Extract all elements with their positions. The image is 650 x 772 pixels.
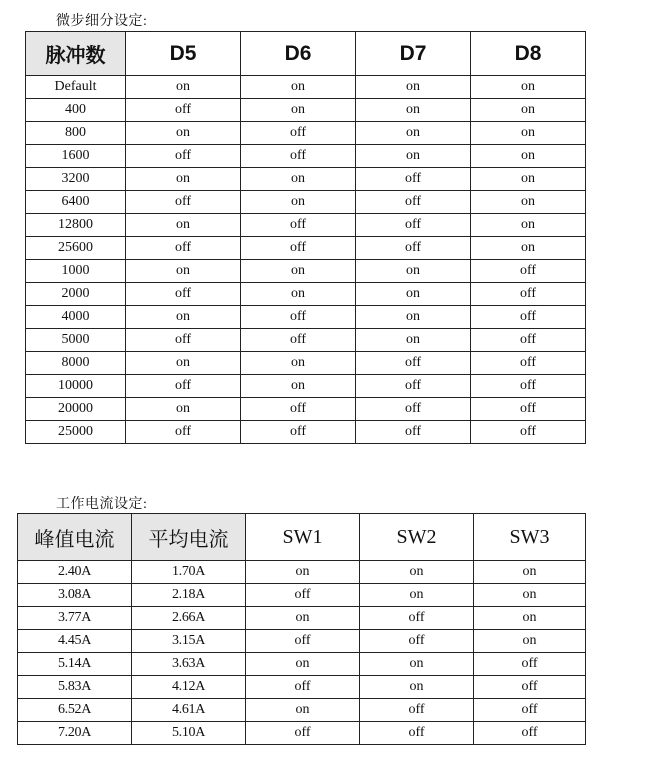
table-row	[26, 214, 586, 237]
table-cell: on	[360, 676, 474, 699]
header-sw3: SW3	[474, 514, 586, 561]
table-cell: off	[356, 237, 471, 260]
table-cell: on	[471, 168, 586, 191]
table-cell: off	[126, 99, 241, 122]
header-d6: D6	[241, 32, 356, 76]
table-cell: on	[471, 237, 586, 260]
table-cell: off	[471, 375, 586, 398]
table-row	[26, 375, 586, 398]
table-cell: 1.70A	[132, 561, 246, 584]
table-cell: on	[241, 352, 356, 375]
table-cell: off	[126, 237, 241, 260]
table-row	[26, 421, 586, 444]
current-table	[17, 513, 586, 745]
table-cell: off	[246, 676, 360, 699]
table-cell: off	[241, 237, 356, 260]
table-cell: on	[474, 584, 586, 607]
table-row	[26, 168, 586, 191]
table-row	[26, 352, 586, 375]
table-cell: off	[241, 398, 356, 421]
table-cell: 6400	[26, 191, 126, 214]
table-cell: on	[356, 76, 471, 99]
table-cell: on	[474, 630, 586, 653]
table-cell: off	[471, 352, 586, 375]
table-cell: off	[471, 306, 586, 329]
table-cell: on	[241, 191, 356, 214]
table-cell: on	[126, 306, 241, 329]
table-row	[26, 99, 586, 122]
header-sw1: SW1	[246, 514, 360, 561]
table-cell: off	[241, 122, 356, 145]
table-cell: 400	[26, 99, 126, 122]
table-cell: on	[471, 76, 586, 99]
table-cell: off	[126, 329, 241, 352]
table-cell: on	[356, 99, 471, 122]
table-row	[26, 260, 586, 283]
table-cell: off	[356, 375, 471, 398]
table-cell: 2.66A	[132, 607, 246, 630]
table-cell: on	[356, 145, 471, 168]
table-cell: 3200	[26, 168, 126, 191]
table-cell: on	[471, 191, 586, 214]
current-caption: 工作电流设定:	[56, 497, 148, 512]
table-cell: off	[471, 329, 586, 352]
table-cell: on	[360, 584, 474, 607]
table-row	[18, 722, 586, 745]
microstep-table	[25, 31, 586, 444]
table-cell: on	[246, 561, 360, 584]
table-cell: 800	[26, 122, 126, 145]
table-cell: 12800	[26, 214, 126, 237]
table-row	[18, 676, 586, 699]
table-cell: on	[360, 561, 474, 584]
table-row	[26, 76, 586, 99]
table-cell: off	[241, 306, 356, 329]
table-cell: off	[471, 260, 586, 283]
table-cell: on	[126, 76, 241, 99]
table-row	[26, 237, 586, 260]
table-cell: on	[356, 260, 471, 283]
table-cell: on	[246, 653, 360, 676]
table-cell: off	[360, 699, 474, 722]
header-d7: D7	[356, 32, 471, 76]
table-row	[18, 630, 586, 653]
table-cell: 2.40A	[18, 561, 132, 584]
table-cell: on	[241, 260, 356, 283]
header-pulse-count: 脉冲数	[26, 32, 126, 76]
table-row	[18, 584, 586, 607]
table-cell: on	[241, 76, 356, 99]
table-cell: off	[126, 191, 241, 214]
table-cell: 1000	[26, 260, 126, 283]
table-cell: on	[241, 375, 356, 398]
table-cell: 4.45A	[18, 630, 132, 653]
table-cell: off	[471, 283, 586, 306]
table-cell: off	[356, 352, 471, 375]
header-d8: D8	[471, 32, 586, 76]
table-cell: off	[246, 630, 360, 653]
table-cell: on	[360, 653, 474, 676]
table-cell: on	[246, 699, 360, 722]
table-cell: on	[356, 329, 471, 352]
table-row	[26, 122, 586, 145]
table-cell: 3.77A	[18, 607, 132, 630]
table-row	[26, 306, 586, 329]
table-cell: on	[126, 398, 241, 421]
table-cell: 4000	[26, 306, 126, 329]
table-cell: off	[126, 145, 241, 168]
table-cell: on	[126, 352, 241, 375]
table-cell: on	[356, 306, 471, 329]
table-cell: off	[241, 145, 356, 168]
table-cell: off	[474, 653, 586, 676]
table-row	[18, 561, 586, 584]
table-cell: off	[246, 722, 360, 745]
table-cell: off	[360, 607, 474, 630]
table-cell: on	[474, 561, 586, 584]
table-cell: 20000	[26, 398, 126, 421]
table-cell: 25600	[26, 237, 126, 260]
table-row	[26, 283, 586, 306]
table-cell: 3.63A	[132, 653, 246, 676]
table-cell: off	[471, 421, 586, 444]
table-cell: on	[126, 260, 241, 283]
header-sw2: SW2	[360, 514, 474, 561]
table-cell: on	[471, 122, 586, 145]
table-cell: on	[356, 122, 471, 145]
table-cell: on	[474, 607, 586, 630]
table-cell: 6.52A	[18, 699, 132, 722]
table-cell: on	[241, 283, 356, 306]
table-cell: off	[356, 421, 471, 444]
table-cell: on	[126, 122, 241, 145]
table-cell: 2.18A	[132, 584, 246, 607]
table-cell: off	[246, 584, 360, 607]
table-row	[18, 653, 586, 676]
table-cell: on	[356, 283, 471, 306]
table-cell: 1600	[26, 145, 126, 168]
table-cell: 7.20A	[18, 722, 132, 745]
table-cell: off	[356, 398, 471, 421]
table-cell: 25000	[26, 421, 126, 444]
table-cell: off	[474, 722, 586, 745]
table-cell: off	[241, 214, 356, 237]
table-cell: off	[356, 191, 471, 214]
table-cell: on	[471, 145, 586, 168]
table-cell: on	[126, 168, 241, 191]
table-cell: on	[471, 214, 586, 237]
table-cell: on	[241, 99, 356, 122]
table-row	[18, 607, 586, 630]
table-cell: off	[126, 421, 241, 444]
table-header-row	[26, 32, 586, 76]
table-cell: off	[126, 283, 241, 306]
table-cell: on	[246, 607, 360, 630]
table-cell: 5.10A	[132, 722, 246, 745]
table-cell: off	[474, 676, 586, 699]
table-cell: 4.61A	[132, 699, 246, 722]
table-row	[26, 329, 586, 352]
table-cell: off	[471, 398, 586, 421]
table-cell: off	[360, 630, 474, 653]
table-cell: 4.12A	[132, 676, 246, 699]
header-average-current: 平均电流	[132, 514, 246, 561]
table-cell: off	[360, 722, 474, 745]
table-cell: off	[356, 214, 471, 237]
table-header-row	[18, 514, 586, 561]
table-cell: 5000	[26, 329, 126, 352]
table-cell: off	[126, 375, 241, 398]
table-row	[18, 699, 586, 722]
table-cell: on	[471, 99, 586, 122]
table-cell: off	[241, 329, 356, 352]
table-cell: Default	[26, 76, 126, 99]
header-d5: D5	[126, 32, 241, 76]
table-cell: off	[474, 699, 586, 722]
header-peak-current: 峰值电流	[18, 514, 132, 561]
table-row	[26, 145, 586, 168]
table-cell: 8000	[26, 352, 126, 375]
table-cell: 5.14A	[18, 653, 132, 676]
table-cell: 2000	[26, 283, 126, 306]
table-cell: off	[241, 421, 356, 444]
table-cell: 3.08A	[18, 584, 132, 607]
microstep-caption: 微步细分设定:	[56, 14, 148, 29]
table-cell: on	[126, 214, 241, 237]
table-row	[26, 191, 586, 214]
table-cell: off	[356, 168, 471, 191]
table-cell: 10000	[26, 375, 126, 398]
table-cell: on	[241, 168, 356, 191]
table-row	[26, 398, 586, 421]
table-cell: 3.15A	[132, 630, 246, 653]
table-cell: 5.83A	[18, 676, 132, 699]
